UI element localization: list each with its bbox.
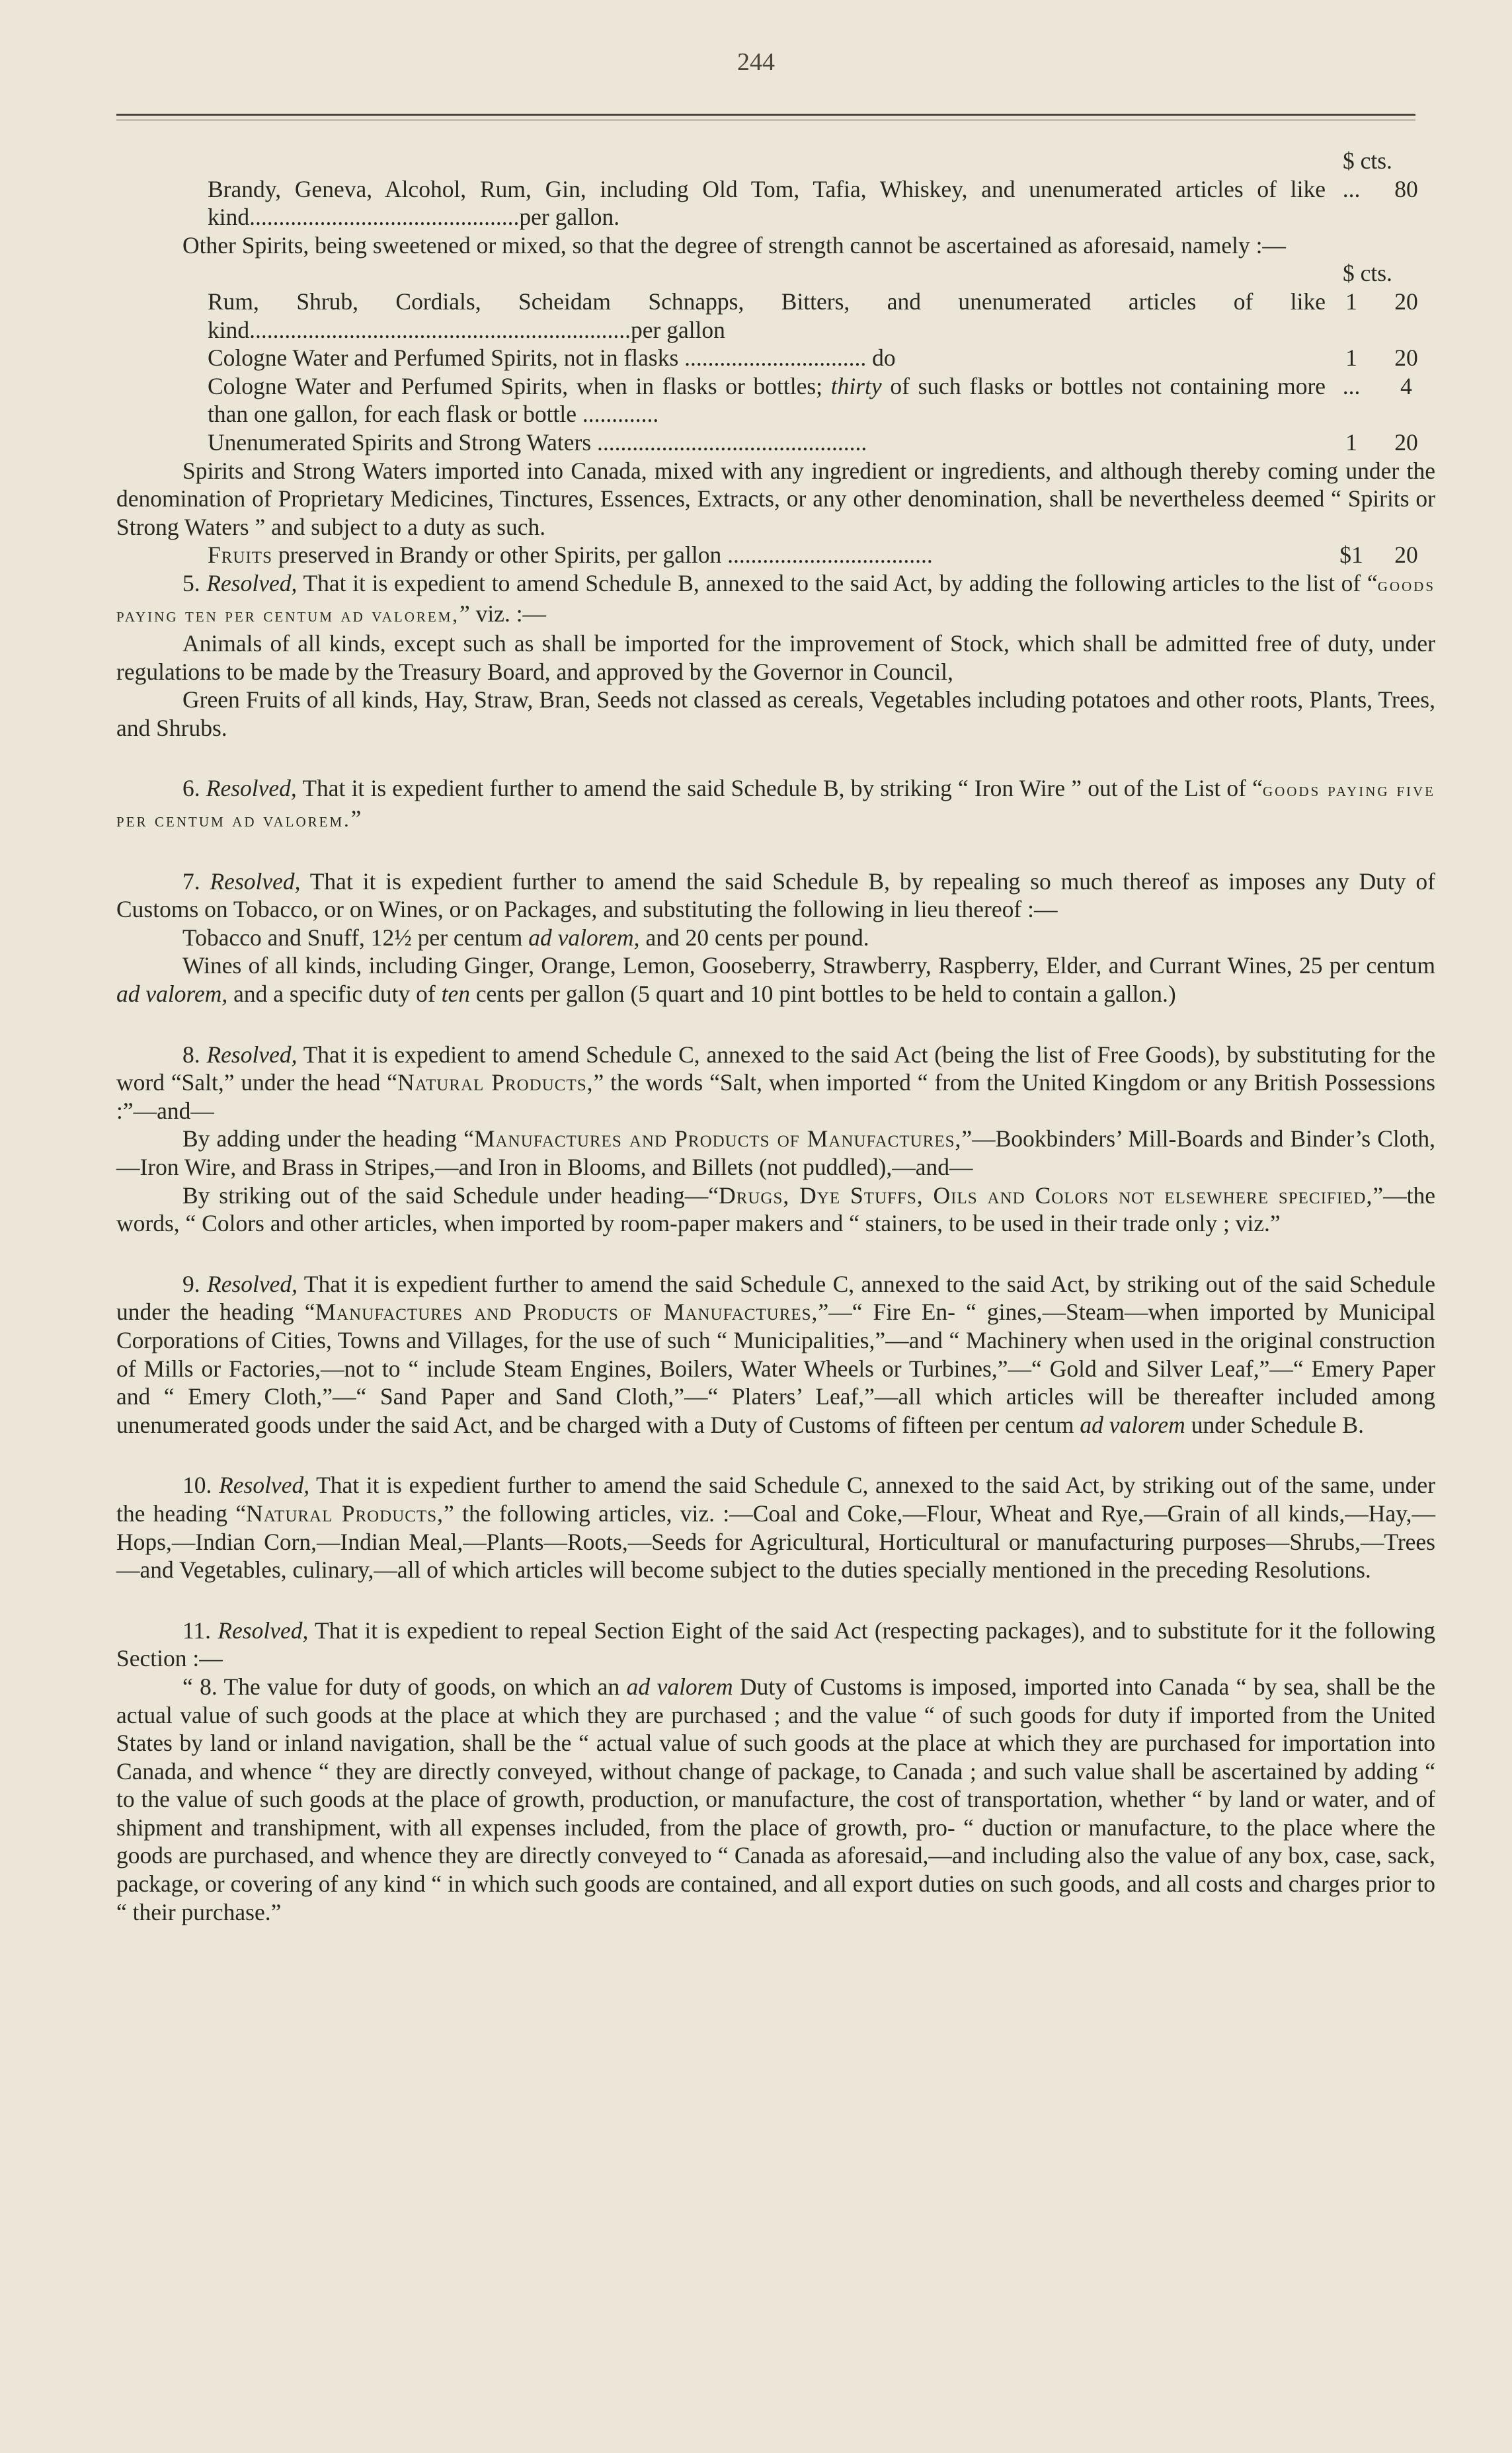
resolution-7-tobacco: Tobacco and Snuff, 12½ per centum ad valorem, and 20 cents per pound. [182,924,869,951]
tariff-item-cologne-unflasked: Cologne Water and Perfumed Spirits, not in flasks ............................... do 1 20 [208,344,1418,372]
document-body [116,147,1435,1926]
tariff-item-brandy: Brandy, Geneva, Alcohol, Rum, Gin, including Old Tom, Tafia, Whiskey, and unenumerated articles of like kind..............................................per gallon. ... 80 [208,175,1418,231]
resolution-7-wines: Wines of all kinds, including Ginger, Orange, Lemon, Gooseberry, Strawberry, Raspberry, Elder, and Currant Wines, 25 per centum ad valorem, and a specific duty of ten cents per gallon (5 quart and 10 pint bottles to be held to contain a gallon.) [116,952,1435,1008]
resolution-6: 6. Resolved, That it is expedient further to amend the said Schedule B, by striking “ Iron Wire ” out of the List of “goods paying five per centum ad valorem.” [116,775,1436,832]
resolution-8-striking: By striking out of the said Schedule under heading—“Drugs, Dye Stuffs, Oils and Colors not elsewhere specified,”—the words, “ Colors and other articles, when imported by room-paper makers and “ stainers, to be used in their trade only ; viz.” [116,1182,1435,1237]
resolution-10: 10. Resolved, That it is expedient further to amend the said Schedule C, annexed to the said Act, by striking out of the same, under the heading “Natural Products,” the following articles, viz. :—Coal and Coke,—Flour, Wheat and Rye,—Grain of all kinds,—Hay,—Hops,—Indian Corn,—Indian Meal,—Plants—Roots,—Seeds for Agricultural, Horticultural or manufacturing purposes—Shrubs,—Trees—and Vegetables, culinary,—all of which articles will become subject to the duties specially mentioned in the preceding Resolutions. [116,1472,1436,1584]
resolution-7: 7. Resolved, That it is expedient further to amend the said Schedule B, by repealing so much thereof as imposes any Duty of Customs on Tobacco, or on Wines, or on Packages, and substituting the following in lieu thereof :— [116,867,1435,923]
tariff-item-cologne-flasks: Cologne Water and Perfumed Spirits, when in flasks or bottles; thirty of such flasks or bottles not containing more than one gallon, for each flask or bottle ............. ... 4 [208,372,1412,428]
currency-header: $ cts. [1343,260,1392,287]
resolution-5-green-fruits: Green Fruits of all kinds, Hay, Straw, Bran, Seeds not classed as cereals, Vegetables including potatoes and other roots, Plants, Trees, and Shrubs. [116,686,1435,741]
resolution-5-animals: Animals of all kinds, except such as shall be imported for the improvement of Stock, which shall be admitted free of duty, under regulations to be made by the Treasury Board, and approved by the Governor in Council, [116,630,1435,685]
tariff-item-rum: Rum, Shrub, Cordials, Scheidam Schnapps, Bitters, and unenumerated articles of like kind.................................................................per gallon 1 20 [208,288,1418,343]
resolution-8-adding: By adding under the heading “Manufactures and Products of Manufactures,”—Bookbinders’ Mill-Boards and Binder’s Cloth,—Iron Wire, and Brass in Stripes,—and Iron in Blooms, and Billets (not puddled),—and— [116,1125,1435,1180]
page-number: 244 [737,48,775,76]
paragraph-other-spirits: Other Spirits, being sweetened or mixed, so that the degree of strength cannot be ascertained as aforesaid, namely :— [182,231,1286,259]
paragraph-spirits-mixed: Spirits and Strong Waters imported into Canada, mixed with any ingredient or ingredients, and although thereby coming under the denomination of Proprietary Medicines, Tinctures, Essences, Extracts, or any other denomination, shall be nevertheless deemed “ Spirits or Strong Waters ” and subject to a duty as such. [116,457,1435,540]
currency-header: $ cts. [1343,147,1392,174]
header-rule-thick [116,114,1415,116]
resolution-9: 9. Resolved, That it is expedient further to amend the said Schedule C, annexed to the said Act, by striking out of the said Schedule under the heading “Manufactures and Products of Manufactures,”—“ Fire En- “ gines,—Steam—when imported by Municipal Corporations of Cities, Towns and Villages, for the use of such “ Municipalities,”—and “ Machinery when used in the original construction of Mills or Factories,—not to “ include Steam Engines, Boilers, Water Wheels or Turbines,”—“ Gold and Silver Leaf,”—“ Emery Paper and “ Emery Cloth,”—“ Sand Paper and Sand Cloth,”—“ Platers’ Leaf,”—all which articles will be thereafter included among unenumerated goods under the said Act, and be charged with a Duty of Customs of fifteen per centum ad valorem under Schedule B. [116,1270,1436,1438]
resolution-5: 5. Resolved, That it is expedient to amend Schedule B, annexed to the said Act, by adding the following articles to the list of “goods paying ten per centum ad valorem,” viz. :— [116,569,1436,627]
tariff-item-unenumerated-spirits: Unenumerated Spirits and Strong Waters .............................................. 1 20 [208,428,1418,456]
resolution-11-section-eight: “ 8. The value for duty of goods, on which an ad valorem Duty of Customs is imposed, imported into Canada “ by sea, shall be the actual value of such goods at the place at which they are purchased ; and the value “ of such goods for duty if imported from the United States by land or inland navigation, shall be the “ actual value of such goods at the place at which they are purchased for importation into Canada, and whence “ they are directly conveyed, without change of package, to Canada ; and such value shall be ascertained by adding “ to the value of such goods at the place of growth, production, or manufacture, the cost of transportation, whether “ by land or water, and of shipment and transhipment, with all expenses included, from the place of growth, pro- “ duction or manufacture, to the place where the goods are purchased, and whence they are directly conveyed to “ Canada as aforesaid,—and including also the value of any box, case, sack, package, or covering of any kind “ in which such goods are contained, and all export duties on such goods, and all costs and charges prior to “ their purchase.” [116,1673,1436,1925]
tariff-item-fruits: Fruits preserved in Brandy or other Spirits, per gallon ................................... $1 20 [208,542,1418,569]
resolution-8: 8. Resolved, That it is expedient to amend Schedule C, annexed to the said Act (being the list of Free Goods), by substituting for the word “Salt,” under the head “Natural Products,” the words “Salt, when imported “ from the United Kingdom or any British Possessions :”—and— [116,1041,1435,1124]
resolution-11: 11. Resolved, That it is expedient to repeal Section Eight of the said Act (respecting packages), and to substitute for it the following Section :— [116,1617,1436,1672]
